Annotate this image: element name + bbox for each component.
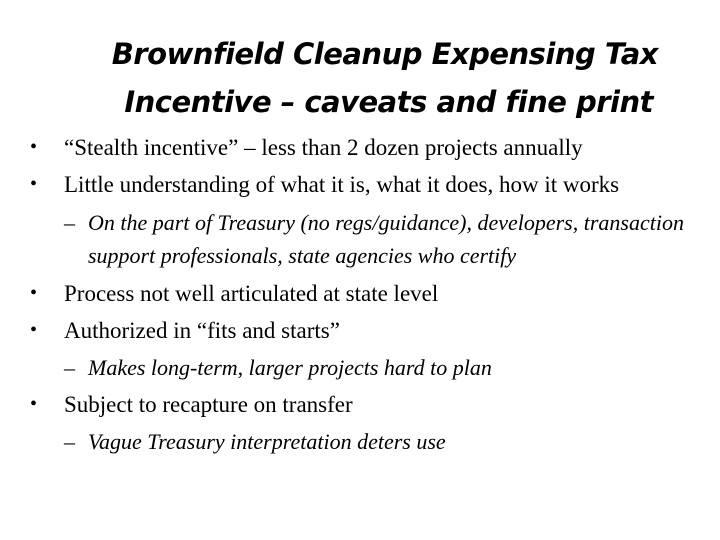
- bullet-marker: •: [30, 173, 38, 195]
- sub-bullet-text: On the part of Treasury (no regs/guidance), developers, transaction support professionals, state agencies who certify: [88, 210, 684, 268]
- slide-title-line-1: Brownfield Cleanup Expensing Tax: [111, 37, 658, 71]
- bullet-list: [28, 132, 708, 463]
- sub-bullet-item: [28, 352, 708, 383]
- slide-title-line-2: Incentive – caveats and fine print: [124, 85, 653, 119]
- bullet-text: Subject to recapture on transfer: [64, 392, 353, 417]
- sub-bullet-marker: –: [64, 429, 75, 454]
- sub-bullet-marker: –: [64, 355, 75, 380]
- bullet-text: Process not well articulated at state level: [64, 281, 439, 306]
- bullet-text: Authorized in “fits and starts”: [64, 318, 340, 343]
- sub-bullet-text: Makes long-term, larger projects hard to plan: [88, 355, 492, 380]
- bullet-marker: •: [30, 136, 38, 158]
- bullet-marker: •: [30, 319, 38, 341]
- bullet-item: [28, 315, 708, 346]
- sub-bullet-text: Vague Treasury interpretation deters use: [88, 429, 446, 454]
- bullet-marker: •: [30, 282, 38, 304]
- sub-bullet-item: [28, 426, 708, 457]
- bullet-item: [28, 169, 708, 200]
- bullet-item: [28, 389, 708, 420]
- bullet-item: [28, 132, 708, 163]
- bullet-text: “Stealth incentive” – less than 2 dozen projects annually: [64, 135, 583, 160]
- slide-title: [60, 30, 700, 126]
- bullet-text: Little understanding of what it is, what it does, how it works: [64, 172, 620, 197]
- bullet-item: [28, 278, 708, 309]
- sub-bullet-marker: –: [64, 210, 75, 235]
- bullet-marker: •: [30, 393, 38, 415]
- sub-bullet-item: [28, 206, 708, 272]
